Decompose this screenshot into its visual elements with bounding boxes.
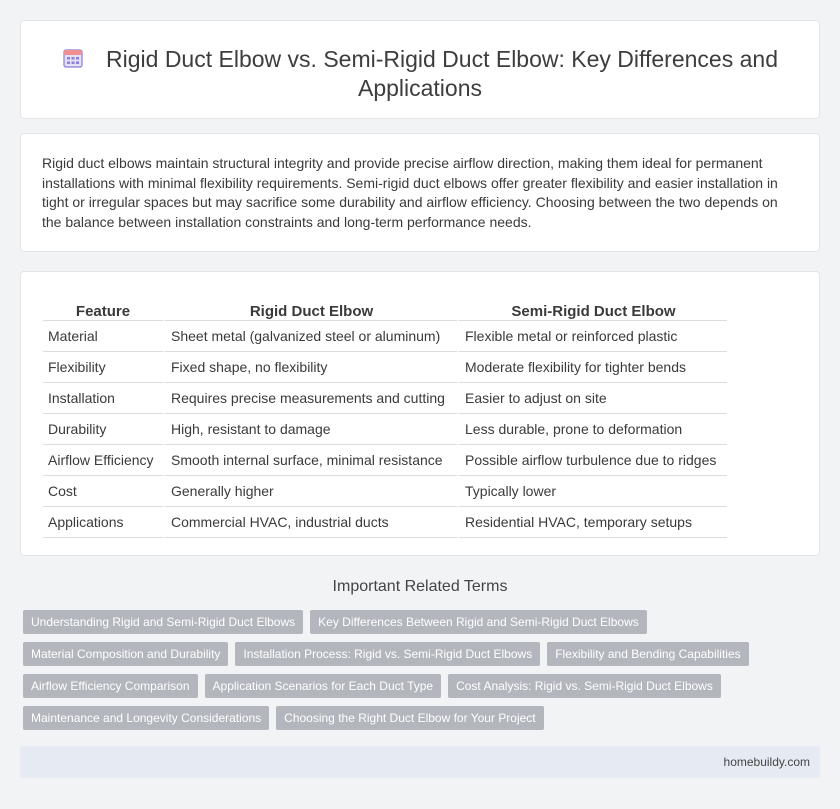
related-term-tag[interactable]: Airflow Efficiency Comparison bbox=[23, 674, 198, 698]
table-cell: Sheet metal (galvanized steel or aluminum) bbox=[163, 321, 457, 352]
table-cell: Fixed shape, no flexibility bbox=[163, 352, 457, 383]
table-cell: Commercial HVAC, industrial ducts bbox=[163, 507, 457, 538]
table-row bbox=[43, 476, 727, 507]
tag-row bbox=[23, 674, 823, 706]
table-cell: Moderate flexibility for tighter bends bbox=[457, 352, 727, 383]
related-term-tag[interactable]: Material Composition and Durability bbox=[23, 642, 228, 666]
table-cell: Easier to adjust on site bbox=[457, 383, 727, 414]
table-row bbox=[43, 445, 727, 476]
table-cell: Generally higher bbox=[163, 476, 457, 507]
header-feature: Feature bbox=[43, 295, 163, 321]
table-row bbox=[43, 321, 727, 352]
table-cell: Cost bbox=[43, 476, 163, 507]
table-cell: Flexible metal or reinforced plastic bbox=[457, 321, 727, 352]
table-cell: Typically lower bbox=[457, 476, 727, 507]
table-cell: Applications bbox=[43, 507, 163, 538]
table-cell: Residential HVAC, temporary setups bbox=[457, 507, 727, 538]
related-term-tag[interactable]: Application Scenarios for Each Duct Type bbox=[205, 674, 442, 698]
table-row bbox=[43, 414, 727, 445]
table-cell: Airflow Efficiency bbox=[43, 445, 163, 476]
comparison-card bbox=[20, 271, 820, 556]
header-semi-rigid: Semi-Rigid Duct Elbow bbox=[457, 295, 727, 321]
table-cell: Flexibility bbox=[43, 352, 163, 383]
tag-row bbox=[23, 706, 823, 738]
table-cell: Possible airflow turbulence due to ridges bbox=[457, 445, 727, 476]
table-cell: High, resistant to damage bbox=[163, 414, 457, 445]
table-row bbox=[43, 507, 727, 538]
tag-row bbox=[23, 610, 823, 642]
related-term-tag[interactable]: Flexibility and Bending Capabilities bbox=[547, 642, 748, 666]
related-term-tag[interactable]: Key Differences Between Rigid and Semi-Rigid Duct Elbows bbox=[310, 610, 647, 634]
footer bbox=[20, 746, 820, 778]
related-term-tag[interactable]: Understanding Rigid and Semi-Rigid Duct Elbows bbox=[23, 610, 303, 634]
related-term-tag[interactable]: Installation Process: Rigid vs. Semi-Rigid Duct Elbows bbox=[235, 642, 540, 666]
table-cell: Material bbox=[43, 321, 163, 352]
header-rigid: Rigid Duct Elbow bbox=[163, 295, 457, 321]
table-cell: Requires precise measurements and cutting bbox=[163, 383, 457, 414]
related-term-tag[interactable]: Cost Analysis: Rigid vs. Semi-Rigid Duct Elbows bbox=[448, 674, 721, 698]
table-cell: Less durable, prone to deformation bbox=[457, 414, 727, 445]
related-term-tag[interactable]: Choosing the Right Duct Elbow for Your Project bbox=[276, 706, 543, 730]
title-card bbox=[20, 20, 820, 119]
table-cell: Durability bbox=[43, 414, 163, 445]
table-row bbox=[43, 383, 727, 414]
table-cell: Installation bbox=[43, 383, 163, 414]
tag-row bbox=[23, 642, 823, 674]
table-row bbox=[43, 352, 727, 383]
related-term-tag[interactable]: Maintenance and Longevity Considerations bbox=[23, 706, 269, 730]
calendar-icon bbox=[62, 47, 84, 69]
page-title: Rigid Duct Elbow vs. Semi-Rigid Duct Elbow: Key Differences and Applications bbox=[106, 46, 778, 101]
related-terms-tags bbox=[23, 610, 823, 738]
comparison-table bbox=[43, 295, 727, 538]
intro-paragraph: Rigid duct elbows maintain structural integrity and provide precise airflow direction, making them ideal for permanent installations with minimal flexibility requirements. Semi-rigid duct elbows offer greater flexibility and easier installation in tight or irregular spaces but may sacrifice some durability and airflow efficiency. Choosing between the two depends on the balance between installation constraints and long-term performance needs. bbox=[42, 155, 778, 230]
page-title-wrap bbox=[51, 45, 789, 103]
footer-site-link[interactable]: homebuildy.com bbox=[723, 755, 810, 769]
related-terms-title: Important Related Terms bbox=[332, 578, 508, 595]
table-cell: Smooth internal surface, minimal resistance bbox=[163, 445, 457, 476]
intro-card bbox=[20, 133, 820, 252]
table-header-row bbox=[43, 295, 727, 321]
